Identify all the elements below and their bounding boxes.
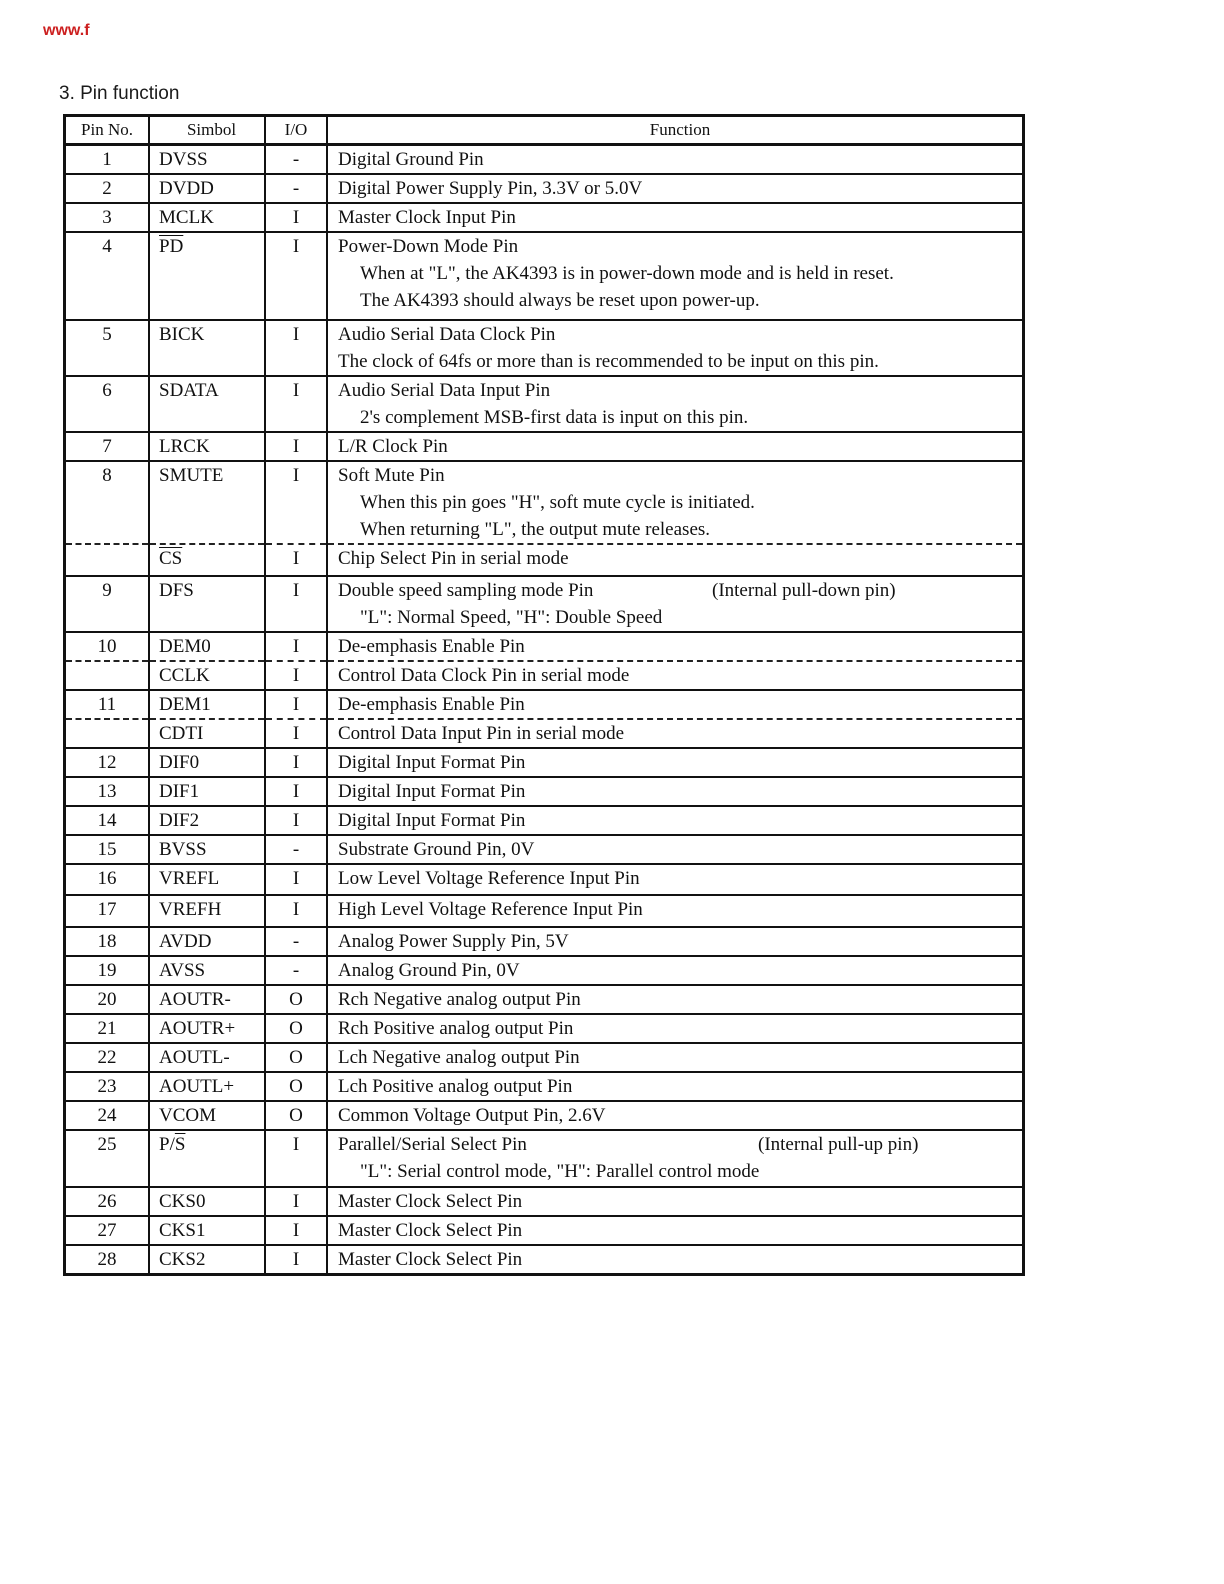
pin-number-cell: 5 xyxy=(65,320,150,376)
pin-number-cell: 3 xyxy=(65,203,150,232)
io-cell: I xyxy=(265,576,327,632)
io-cell: I xyxy=(265,544,327,576)
table-row xyxy=(65,145,1024,175)
function-text: Lch Positive analog output Pin xyxy=(338,1076,573,1097)
table-row xyxy=(65,432,1024,461)
pin-number-cell: 11 xyxy=(65,690,150,719)
io-cell: I xyxy=(265,320,327,376)
pin-number-cell: 20 xyxy=(65,985,150,1014)
function-text: Control Data Clock Pin in serial mode xyxy=(338,665,630,686)
table-row xyxy=(65,1130,1024,1187)
pin-number-cell: 22 xyxy=(65,1043,150,1072)
pin-number-cell: 15 xyxy=(65,835,150,864)
symbol-cell: DIF1 xyxy=(149,777,265,806)
function-cell xyxy=(327,927,1024,956)
table-row xyxy=(65,1101,1024,1130)
pin-number-cell xyxy=(65,544,150,576)
function-text: Digital Input Format Pin xyxy=(338,752,526,773)
io-cell: I xyxy=(265,719,327,748)
function-text: Control Data Input Pin in serial mode xyxy=(338,723,625,744)
io-cell: I xyxy=(265,777,327,806)
pin-number-cell: 2 xyxy=(65,174,150,203)
pin-number-cell: 13 xyxy=(65,777,150,806)
function-note: (Internal pull-up pin) xyxy=(758,1134,919,1155)
function-cell xyxy=(327,544,1024,576)
symbol-cell: DEM0 xyxy=(149,632,265,661)
function-cell xyxy=(327,232,1024,320)
table-row xyxy=(65,956,1024,985)
table-row xyxy=(65,461,1024,544)
symbol-text-overbar: $\overline{CS}$ xyxy=(159,548,183,569)
function-text: Parallel/Serial Select Pin xyxy=(338,1134,527,1155)
io-cell: I xyxy=(265,661,327,690)
header-pin-no: Pin No. xyxy=(65,116,150,145)
io-cell: - xyxy=(265,956,327,985)
symbol-cell: SMUTE xyxy=(149,461,265,544)
io-cell: - xyxy=(265,174,327,203)
function-text: Digital Input Format Pin xyxy=(338,781,526,802)
pin-number-cell: 8 xyxy=(65,461,150,544)
pin-number-cell: 21 xyxy=(65,1014,150,1043)
pin-number-cell: 6 xyxy=(65,376,150,432)
function-detail: 2's complement MSB-first data is input on this pin. xyxy=(360,407,749,428)
function-cell xyxy=(327,835,1024,864)
table-row xyxy=(65,1187,1024,1216)
io-cell: O xyxy=(265,1101,327,1130)
symbol-cell: BICK xyxy=(149,320,265,376)
pin-number-cell: 7 xyxy=(65,432,150,461)
io-cell: I xyxy=(265,864,327,895)
function-detail: The AK4393 should always be reset upon power-up. xyxy=(360,290,760,311)
function-note: (Internal pull-down pin) xyxy=(712,580,896,601)
function-cell xyxy=(327,690,1024,719)
function-cell xyxy=(327,777,1024,806)
function-detail: When returning "L", the output mute releases. xyxy=(360,519,711,540)
pin-function-table xyxy=(63,114,1025,1276)
io-cell: I xyxy=(265,1130,327,1187)
function-cell xyxy=(327,1216,1024,1245)
io-cell: O xyxy=(265,1014,327,1043)
table-row xyxy=(65,927,1024,956)
pin-number-cell: 16 xyxy=(65,864,150,895)
symbol-cell: AOUTL+ xyxy=(149,1072,265,1101)
symbol-cell: LRCK xyxy=(149,432,265,461)
function-text: Lch Negative analog output Pin xyxy=(338,1047,580,1068)
function-text: Substrate Ground Pin, 0V xyxy=(338,839,535,860)
symbol-cell xyxy=(149,1130,265,1187)
function-text: Common Voltage Output Pin, 2.6V xyxy=(338,1105,606,1126)
function-detail: "L": Normal Speed, "H": Double Speed xyxy=(360,607,663,628)
function-text: Analog Ground Pin, 0V xyxy=(338,960,520,981)
io-cell: I xyxy=(265,895,327,927)
pin-number-cell: 25 xyxy=(65,1130,150,1187)
function-cell xyxy=(327,719,1024,748)
table-row xyxy=(65,985,1024,1014)
table-header-row xyxy=(65,116,1024,145)
io-cell: I xyxy=(265,1245,327,1275)
function-cell xyxy=(327,1187,1024,1216)
function-cell xyxy=(327,174,1024,203)
function-text: De-emphasis Enable Pin xyxy=(338,636,525,657)
function-cell xyxy=(327,748,1024,777)
io-cell: I xyxy=(265,748,327,777)
function-cell xyxy=(327,632,1024,661)
symbol-text-overbar: $\overline{PD}$ xyxy=(159,236,184,257)
function-cell xyxy=(327,320,1024,376)
symbol-cell: AVSS xyxy=(149,956,265,985)
symbol-cell: CKS0 xyxy=(149,1187,265,1216)
io-cell: O xyxy=(265,1043,327,1072)
function-detail: The clock of 64fs or more than is recommended to be input on this pin. xyxy=(338,351,879,372)
function-cell xyxy=(327,806,1024,835)
table-row xyxy=(65,376,1024,432)
symbol-text-overbar: $\overline{S}$ xyxy=(174,1134,186,1155)
io-cell: I xyxy=(265,632,327,661)
function-text: Chip Select Pin in serial mode xyxy=(338,548,569,569)
io-cell: I xyxy=(265,806,327,835)
header-symbol: Simbol xyxy=(149,116,265,145)
pin-number-cell: 19 xyxy=(65,956,150,985)
io-cell: I xyxy=(265,1216,327,1245)
function-cell xyxy=(327,203,1024,232)
function-text: Low Level Voltage Reference Input Pin xyxy=(338,868,640,889)
pin-number-cell: 9 xyxy=(65,576,150,632)
function-cell xyxy=(327,432,1024,461)
table-row xyxy=(65,690,1024,719)
symbol-text: P/ xyxy=(159,1134,175,1155)
symbol-cell: CKS2 xyxy=(149,1245,265,1275)
table-row xyxy=(65,632,1024,661)
symbol-cell: DIF0 xyxy=(149,748,265,777)
symbol-cell: DVDD xyxy=(149,174,265,203)
io-cell: O xyxy=(265,985,327,1014)
function-text: Digital Input Format Pin xyxy=(338,810,526,831)
io-cell: O xyxy=(265,1072,327,1101)
symbol-cell xyxy=(149,544,265,576)
io-cell: I xyxy=(265,461,327,544)
function-text: Double speed sampling mode Pin xyxy=(338,580,594,601)
function-text: Master Clock Select Pin xyxy=(338,1249,523,1270)
io-cell: I xyxy=(265,1187,327,1216)
symbol-cell: DEM1 xyxy=(149,690,265,719)
pin-number-cell: 14 xyxy=(65,806,150,835)
function-text: De-emphasis Enable Pin xyxy=(338,694,525,715)
symbol-cell: VCOM xyxy=(149,1101,265,1130)
pin-number-cell: 23 xyxy=(65,1072,150,1101)
watermark-link[interactable]: www.f xyxy=(43,22,90,39)
table-row xyxy=(65,719,1024,748)
table-row xyxy=(65,777,1024,806)
symbol-cell: AVDD xyxy=(149,927,265,956)
io-cell: I xyxy=(265,432,327,461)
symbol-cell: DFS xyxy=(149,576,265,632)
function-cell xyxy=(327,1101,1024,1130)
function-cell xyxy=(327,145,1024,175)
header-io: I/O xyxy=(265,116,327,145)
symbol-cell: VREFH xyxy=(149,895,265,927)
pin-number-cell: 28 xyxy=(65,1245,150,1275)
pin-number-cell: 26 xyxy=(65,1187,150,1216)
symbol-cell: BVSS xyxy=(149,835,265,864)
table-body xyxy=(65,145,1024,1275)
table-row xyxy=(65,232,1024,320)
symbol-cell: AOUTR- xyxy=(149,985,265,1014)
function-text: Analog Power Supply Pin, 5V xyxy=(338,931,569,952)
function-cell xyxy=(327,895,1024,927)
pin-number-cell: 1 xyxy=(65,145,150,175)
function-detail: When this pin goes "H", soft mute cycle is initiated. xyxy=(360,492,755,513)
table-row xyxy=(65,1216,1024,1245)
pin-number-cell: 24 xyxy=(65,1101,150,1130)
io-cell: - xyxy=(265,835,327,864)
table-row xyxy=(65,835,1024,864)
pin-number-cell: 4 xyxy=(65,232,150,320)
function-text: Audio Serial Data Input Pin xyxy=(338,380,551,401)
table-row xyxy=(65,576,1024,632)
function-cell xyxy=(327,985,1024,1014)
function-detail: When at "L", the AK4393 is in power-down mode and is held in reset. xyxy=(360,263,894,284)
function-text: Master Clock Select Pin xyxy=(338,1220,523,1241)
table-row xyxy=(65,864,1024,895)
table-row xyxy=(65,203,1024,232)
io-cell: I xyxy=(265,690,327,719)
function-text: Digital Ground Pin xyxy=(338,149,484,170)
function-text: Soft Mute Pin xyxy=(338,465,445,486)
table-row xyxy=(65,1245,1024,1275)
table-row xyxy=(65,661,1024,690)
io-cell: I xyxy=(265,376,327,432)
symbol-cell xyxy=(149,232,265,320)
function-cell xyxy=(327,1245,1024,1275)
table-row xyxy=(65,748,1024,777)
symbol-cell: AOUTL- xyxy=(149,1043,265,1072)
symbol-cell: SDATA xyxy=(149,376,265,432)
io-cell: I xyxy=(265,203,327,232)
pin-number-cell: 27 xyxy=(65,1216,150,1245)
pin-number-cell xyxy=(65,661,150,690)
table-row xyxy=(65,895,1024,927)
pin-number-cell: 12 xyxy=(65,748,150,777)
function-cell xyxy=(327,1014,1024,1043)
symbol-cell: DVSS xyxy=(149,145,265,175)
symbol-cell: AOUTR+ xyxy=(149,1014,265,1043)
function-cell xyxy=(327,376,1024,432)
function-text: L/R Clock Pin xyxy=(338,436,448,457)
function-text: Audio Serial Data Clock Pin xyxy=(338,324,556,345)
function-text: Master Clock Input Pin xyxy=(338,207,516,228)
function-text: Power-Down Mode Pin xyxy=(338,236,519,257)
function-text: Master Clock Select Pin xyxy=(338,1191,523,1212)
symbol-cell: CKS1 xyxy=(149,1216,265,1245)
symbol-cell: DIF2 xyxy=(149,806,265,835)
table-row xyxy=(65,1072,1024,1101)
table-row xyxy=(65,174,1024,203)
function-text: Rch Negative analog output Pin xyxy=(338,989,581,1010)
pin-number-cell: 10 xyxy=(65,632,150,661)
symbol-cell: MCLK xyxy=(149,203,265,232)
io-cell: - xyxy=(265,145,327,175)
table-row xyxy=(65,1014,1024,1043)
table-row xyxy=(65,320,1024,376)
io-cell: - xyxy=(265,927,327,956)
symbol-cell: CDTI xyxy=(149,719,265,748)
section-title: 3. Pin function xyxy=(59,83,180,104)
function-text: Digital Power Supply Pin, 3.3V or 5.0V xyxy=(338,178,643,199)
function-cell xyxy=(327,1043,1024,1072)
table-row xyxy=(65,806,1024,835)
function-cell xyxy=(327,956,1024,985)
function-cell xyxy=(327,661,1024,690)
function-detail: "L": Serial control mode, "H": Parallel control mode xyxy=(360,1161,760,1182)
function-text: Rch Positive analog output Pin xyxy=(338,1018,574,1039)
pin-number-cell: 18 xyxy=(65,927,150,956)
pin-number-cell: 17 xyxy=(65,895,150,927)
function-text: High Level Voltage Reference Input Pin xyxy=(338,899,643,920)
function-cell xyxy=(327,461,1024,544)
symbol-cell: CCLK xyxy=(149,661,265,690)
function-cell xyxy=(327,864,1024,895)
table-row xyxy=(65,1043,1024,1072)
function-cell xyxy=(327,1072,1024,1101)
pin-number-cell xyxy=(65,719,150,748)
function-cell xyxy=(327,1130,1024,1187)
io-cell: I xyxy=(265,232,327,320)
function-cell xyxy=(327,576,1024,632)
header-function: Function xyxy=(327,116,1024,145)
table-row xyxy=(65,544,1024,576)
symbol-cell: VREFL xyxy=(149,864,265,895)
